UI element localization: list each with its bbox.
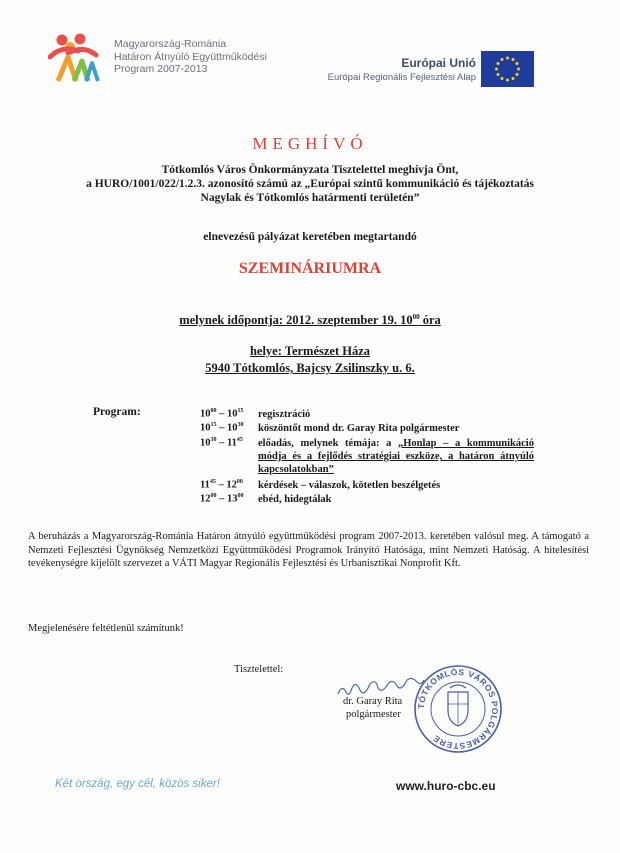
eu-title: Európai Unió: [401, 56, 476, 70]
venue-name: helye: Természet Háza: [249, 344, 371, 358]
greeting: Tisztelettel:: [234, 664, 284, 675]
intro-line: a HURO/1001/022/1.2.3. azonosító számú az „Európai szintű kommunikáció és tájékoztatás: [86, 178, 534, 190]
program-desc-text: előadás, melynek témája: a: [258, 438, 398, 449]
signer-name: dr. Garay Rita: [343, 696, 403, 707]
program-desc: regisztráció: [258, 409, 311, 420]
program-name: [114, 38, 267, 76]
venue-address: 5940 Tótkomlós, Bajcsy Zsilinszky u. 6.: [205, 361, 415, 375]
intro-line: Tótkomlós Város Önkormányzata Tisztelettel meghívja Önt,: [161, 164, 459, 176]
program-line: Program 2007-2013: [114, 63, 208, 75]
program-time: $10^{30} - 11^{45}$: [200, 437, 243, 449]
program-time: $12^{00} - 13^{00}$: [200, 493, 244, 505]
date-minutes: 00: [412, 313, 420, 321]
program-time: $10^{15} - 10^{30}$: [200, 422, 244, 434]
program-desc: [258, 437, 534, 476]
footer-slogan: Két ország, egy cél, közös siker!: [55, 778, 220, 790]
funding-paragraph: A beruházás a Magyarország-Románia Határon átnyúló együttműködési program 2007-2013. keretében valósul meg. A támogató a Nemzeti Fejlesztési Ügynökség Nemzetközi Együttműködési Programok Irányító Hatósága, mint Nemzeti Hatóság. A hitelesítési tevékenységre kijelölt szervezet a VÁTI Magyar Regionális Fejlesztési és Urbanisztikai Nonprofit Kft.: [28, 531, 589, 570]
event-date: [0, 313, 620, 328]
eu-flag-icon: [481, 51, 534, 87]
lecture-topic: „Honlap – a kommunikáció módja és a fejlődés stratégiai eszköze, a határon átnyúló kapcsolatokban”: [258, 438, 534, 475]
palyazat-line: elnevezésű pályázat keretében megtartandó: [203, 231, 417, 243]
program-desc: kérdések – válaszok, kötetlen beszélgetés: [258, 480, 441, 491]
program-time: $11^{45} - 12^{00}$: [200, 479, 243, 491]
program-time: $10^{00} - 10^{15}$: [200, 408, 244, 420]
official-stamp: [413, 664, 503, 754]
eu-subtitle: Európai Regionális Fejlesztési Alap: [327, 72, 476, 83]
program-line: Magyarország-Románia: [114, 38, 227, 50]
seminar-heading: SZEMINÁRIUMRA: [238, 260, 382, 277]
date-prefix: melynek időpontja: 2012. szeptember 19. 10: [179, 313, 413, 328]
page-title: MEGHÍVÓ: [252, 134, 368, 153]
closing-line: Megjelenésére feltétlenül számítunk!: [28, 623, 184, 634]
intro-line: Nagylak és Tótkomlós határmenti területén”: [200, 192, 420, 204]
svg-text:TÓTKOMLÓS VÁROS POLGÁRMESTERE: TÓTKOMLÓS VÁROS POLGÁRMESTERE: [415, 666, 501, 752]
program-desc: ebéd, hidegtálak: [258, 494, 332, 505]
footer-url[interactable]: www.huro-cbc.eu: [396, 779, 496, 793]
program-logo-icon: [48, 31, 106, 83]
program-desc: köszöntőt mond dr. Garay Rita polgármester: [258, 423, 460, 434]
date-suffix: óra: [419, 313, 441, 328]
intro-text: [20, 163, 600, 205]
program-line: Határon Átnyúló Együttműködési: [114, 50, 267, 63]
program-label: Program:: [93, 406, 141, 418]
signer-role: polgármester: [346, 709, 401, 720]
